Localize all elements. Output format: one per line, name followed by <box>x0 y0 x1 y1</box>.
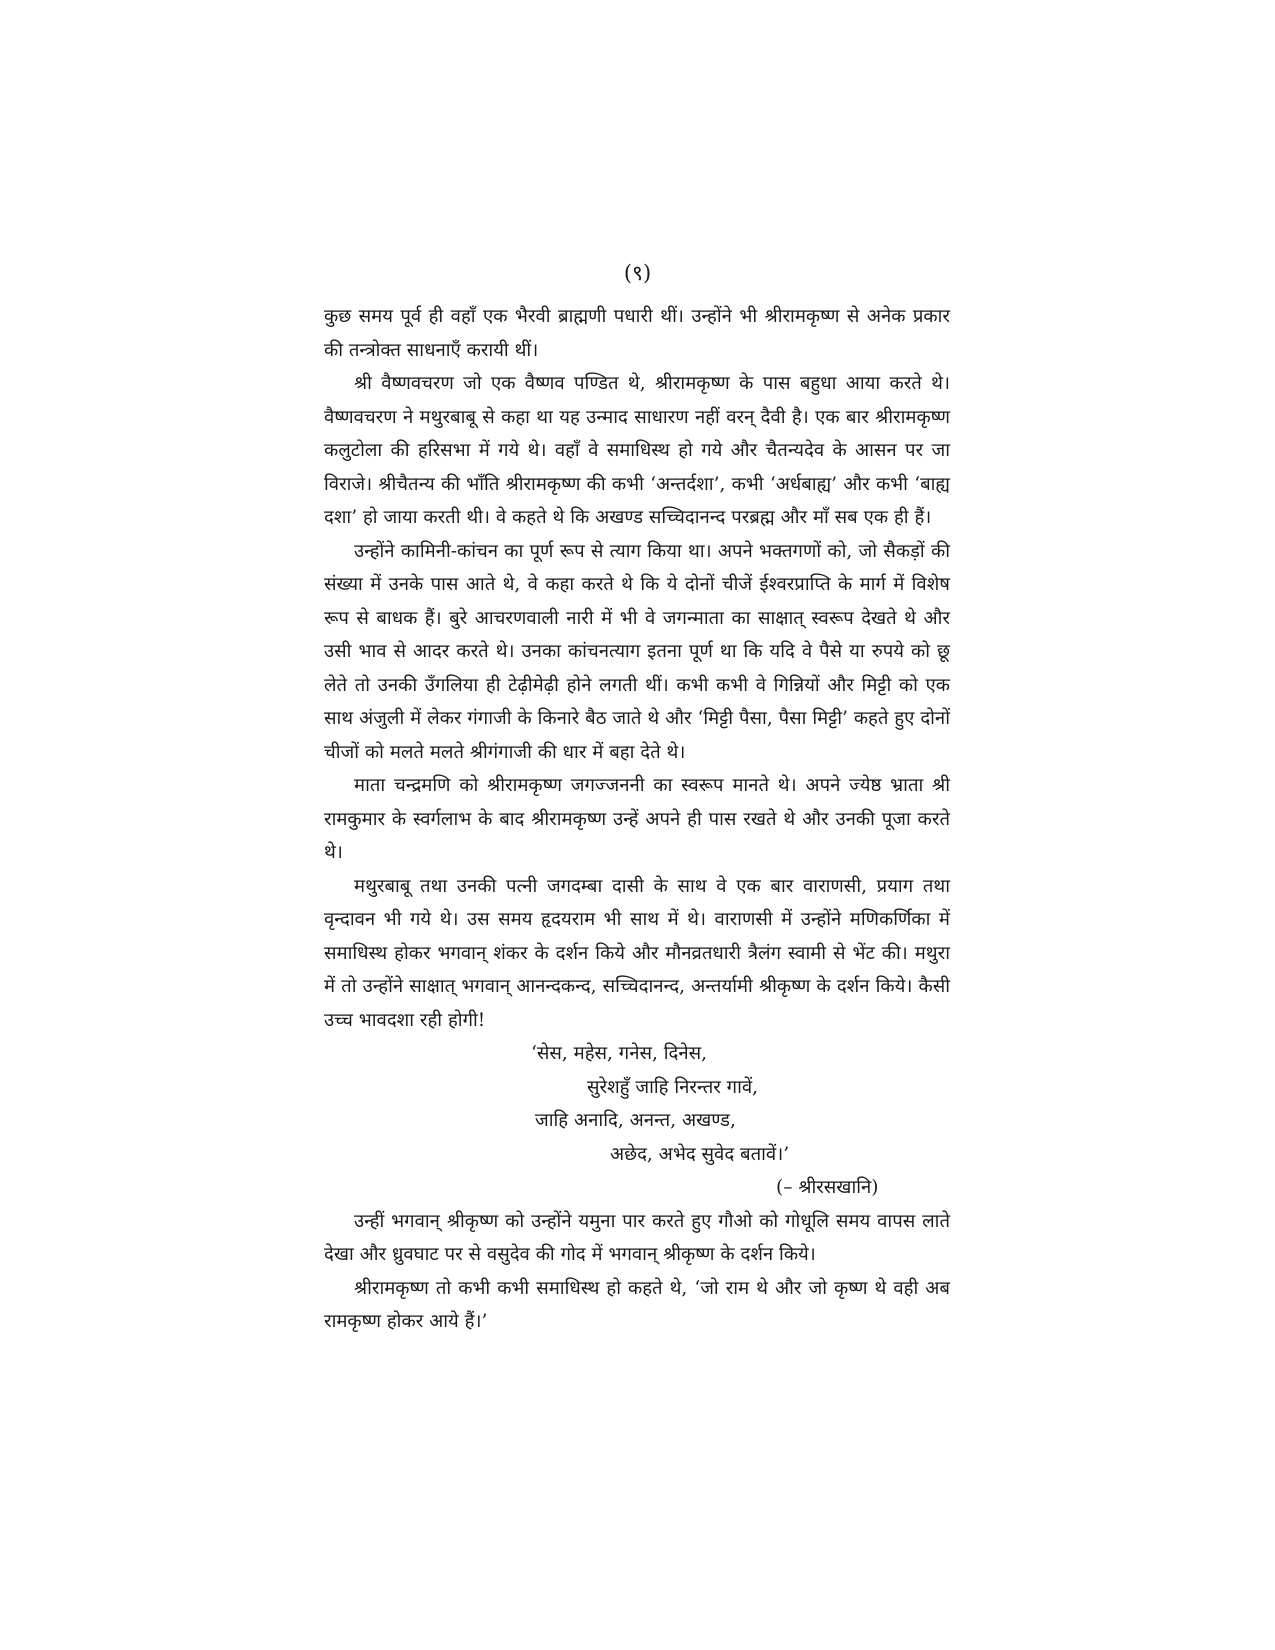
verse-line-1: ‘सेस, महेस, गनेस, दिनेस, <box>531 1043 708 1064</box>
verse-line-4: अछेद, अभेद सुवेद बतावें।’ <box>610 1143 790 1165</box>
verse-line-3: जाहि अनादि, अनन्त, अखण्ड, <box>535 1110 736 1131</box>
verse-attribution: (– श्रीरसखानि) <box>776 1177 879 1198</box>
paragraph-5: मथुरबाबू तथा उनकी पत्नी जगदम्बा दासी के साथ वे एक बार वाराणसी, प्रयाग तथा वृन्दावन भी गये थे। उस समय हृदयराम भी साथ में थे। वाराणसी में उन्होंने मणिकर्णिका में समाधिस्थ होकर भगवान् शंकर के दर्शन किये और मौनव्रतधारी त्रैलंग स्वामी से भेंट की। मथुरा में तो उन्होंने साक्षात् भगवान् आनन्दकन्द, सच्चिदानन्द, अन्तर्यामी श्रीकृष्ण के दर्शन किये। कैसी उच्च भावदशा रही होगी! <box>324 875 950 1031</box>
paragraph-7: श्रीरामकृष्ण तो कभी कभी समाधिस्थ हो कहते थे, ‘जो राम थे और जो कृष्ण थे वही अब रामकृष्ण होकर आये हैं।’ <box>324 1277 950 1332</box>
verse-block <box>324 1037 950 1205</box>
paragraph-2: श्री वैष्णवचरण जो एक वैष्णव पण्डित थे, श्रीरामकृष्ण के पास बहुधा आया करते थे। वैष्णवचरण ने मथुरबाबू से कहा था यह उन्माद साधारण नहीं वरन् दैवी है। एक बार श्रीरामकृष्ण कलुटोला की हरिसभा में गये थे। वहाँ वे समाधिस्थ हो गये और चैतन्यदेव के आसन पर जा विराजे। श्रीचैतन्य की भाँति श्रीरामकृष्ण की कभी ‘अन्तर्दशा’, कभी ‘अर्धबाह्य’ और कभी ‘बाह्य दशा’ हो जाया करती थी। वे कहते थे कि अखण्ड सच्चिदानन्द परब्रह्म और माँ सब एक ही हैं। <box>324 373 950 528</box>
paragraph-6: उन्हीं भगवान् श्रीकृष्ण को उन्होंने यमुना पार करते हुए गौओ को गोधूलि समय वापस लाते देखा और ध्रुवघाट पर से वसुदेव की गोद में भगवान् श्रीकृष्ण के दर्शन किये। <box>324 1210 950 1265</box>
verse-line-2: सुरेशहुँ जाहि निरन्तर गावें, <box>587 1076 759 1098</box>
page-body <box>324 300 950 1339</box>
paragraph-4: माता चन्द्रमणि को श्रीरामकृष्ण जगज्जननी का स्वरूप मानते थे। अपने ज्येष्ठ भ्राता श्री रामकुमार के स्वर्गलाभ के बाद श्रीरामकृष्ण उन्हें अपने ही पास रखते थे और उनकी पूजा करते थे। <box>324 775 950 863</box>
paragraph-1: कुछ समय पूर्व ही वहाँ एक भैरवी ब्राह्मणी पधारी थीं। उन्होंने भी श्रीरामकृष्ण से अनेक प्रकार की तन्त्रोक्त साधनाएँ करायी थीं। <box>324 306 950 361</box>
page-number: (९) <box>623 261 652 285</box>
paragraph-3: उन्होंने कामिनी-कांचन का पूर्ण रूप से त्याग किया था। अपने भक्तगणों को, जो सैकड़ों की संख्या में उनके पास आते थे, वे कहा करते थे कि ये दोनों चीजें ईश्वरप्राप्ति के मार्ग में विशेष रूप से बाधक हैं। बुरे आचरणवाली नारी में भी वे जगन्माता का साक्षात् स्वरूप देखते थे और उसी भाव से आदर करते थे। उनका कांचनत्याग इतना पूर्ण था कि यदि वे पैसे या रुपये को छू लेते तो उनकी उँगलिया ही टेढ़ीमेढ़ी होने लगती थीं। कभी कभी वे गिन्नियों और मिट्टी को एक साथ अंजुली में लेकर गंगाजी के किनारे बैठ जाते थे और ‘मिट्टी पैसा, पैसा मिट्टी’ कहते हुए दोनों चीजों को मलते मलते श्रीगंगाजी की धार में बहा देते थे। <box>324 540 950 763</box>
